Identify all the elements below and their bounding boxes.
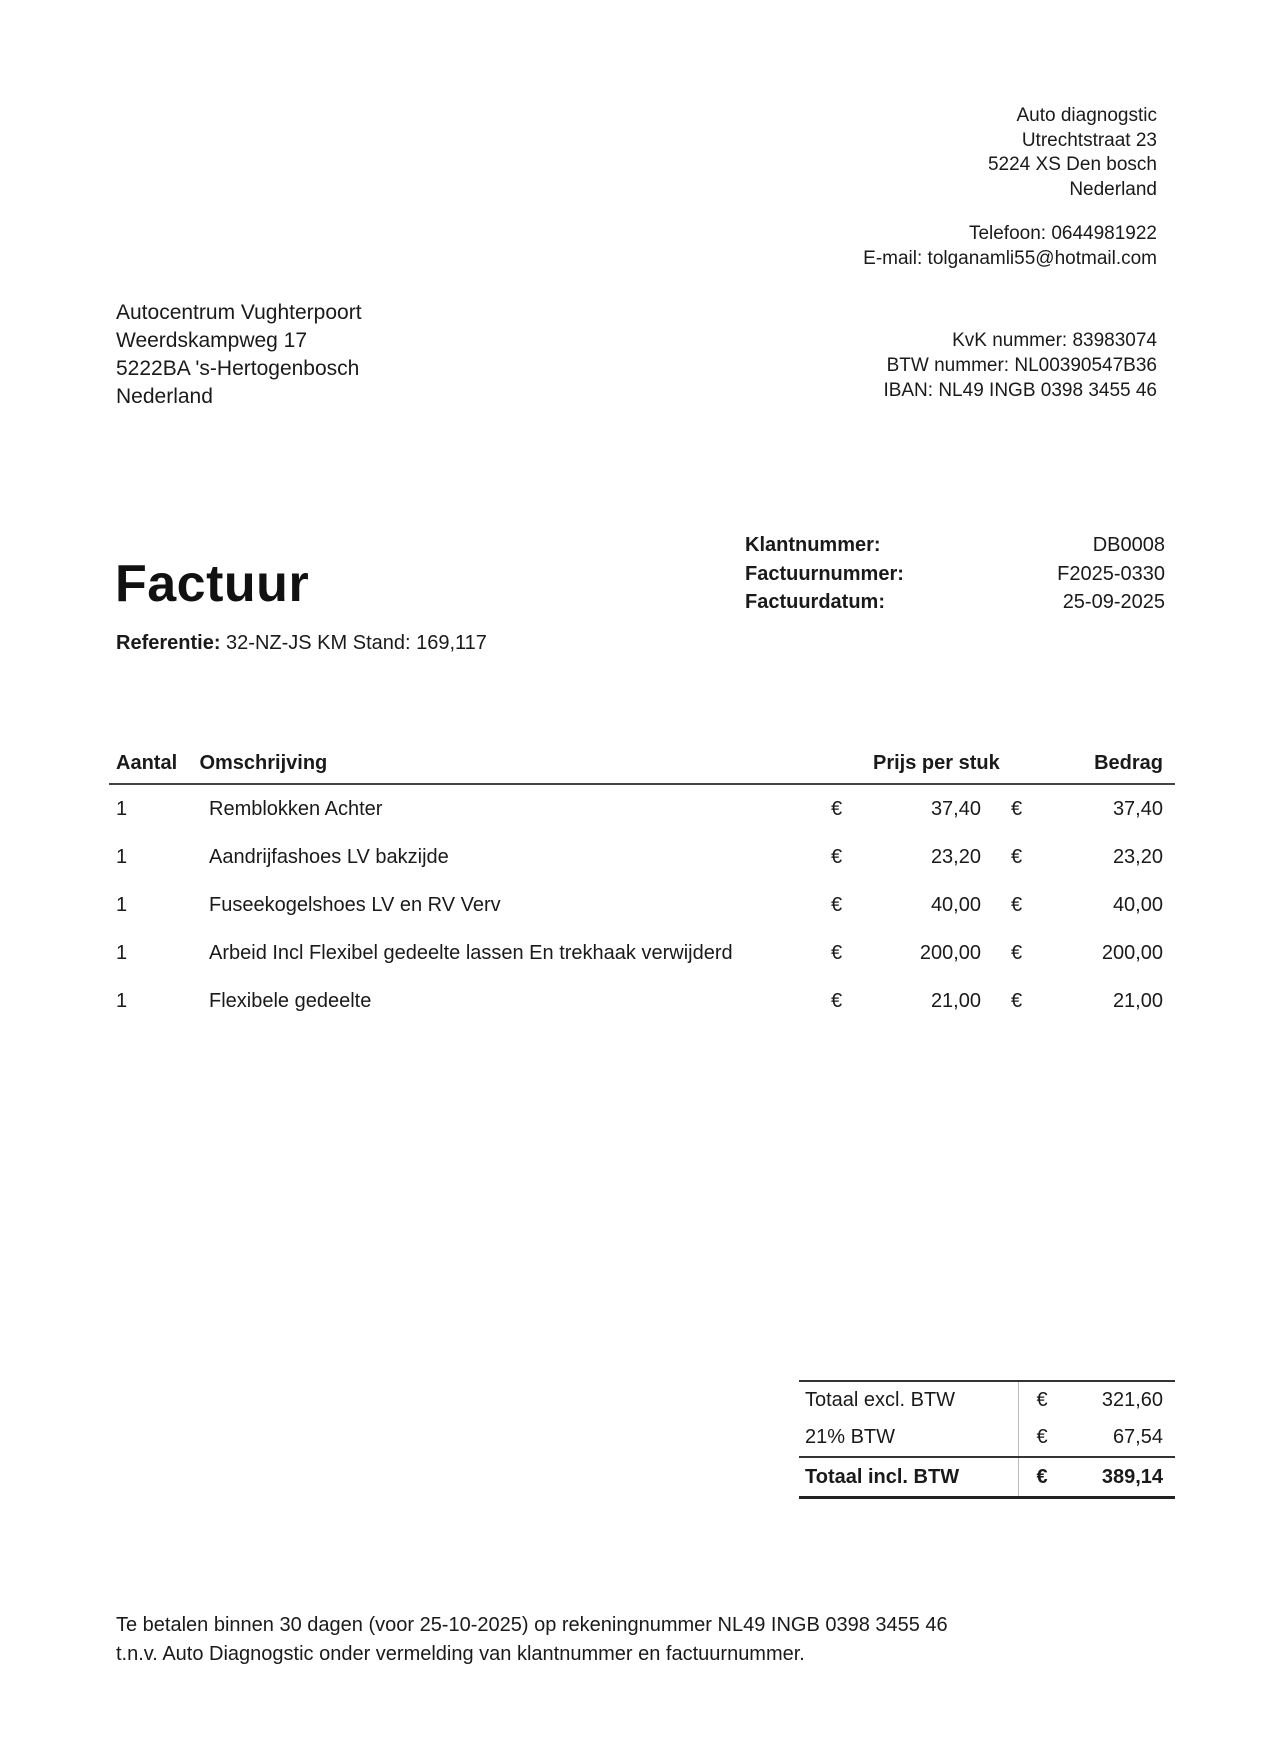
sender-postal-city: 5224 XS Den bosch bbox=[987, 154, 1157, 175]
customer-number-row bbox=[745, 531, 1165, 560]
row-amount: 40,00 bbox=[1112, 893, 1163, 916]
row-desc: Aandrijfashoes LV bakzijde bbox=[209, 845, 449, 868]
row-amount: 21,00 bbox=[1112, 989, 1163, 1012]
payment-terms bbox=[116, 1611, 948, 1668]
row-desc: Flexibele gedeelte bbox=[209, 989, 372, 1012]
total-incl-row bbox=[799, 1456, 1175, 1499]
recipient-postal-city: 5222BA 's-Hertogenbosch bbox=[116, 357, 360, 380]
vat-currency: € bbox=[1036, 1426, 1048, 1448]
row-currency: € bbox=[1011, 989, 1023, 1012]
company-registration bbox=[883, 328, 1157, 403]
row-price: 200,00 bbox=[919, 941, 981, 964]
iban-number: IBAN: NL49 INGB 0398 3455 46 bbox=[883, 380, 1157, 401]
header-qty: Aantal bbox=[116, 751, 178, 774]
row-currency: € bbox=[831, 941, 843, 964]
table-row bbox=[109, 833, 1175, 881]
table-header bbox=[109, 743, 1175, 785]
totals-block bbox=[799, 1380, 1175, 1499]
invoice-meta bbox=[745, 531, 1165, 617]
table-row bbox=[109, 881, 1175, 929]
reference-value: 32-NZ-JS KM Stand: 169,117 bbox=[226, 632, 487, 654]
invoice-date-label: Factuurdatum: bbox=[745, 591, 885, 613]
total-incl-value: 389,14 bbox=[1101, 1465, 1163, 1488]
row-currency: € bbox=[831, 989, 843, 1012]
row-price: 21,00 bbox=[930, 989, 981, 1012]
reference bbox=[116, 632, 487, 655]
row-desc: Remblokken Achter bbox=[209, 797, 383, 820]
customer-number-label: Klantnummer: bbox=[745, 534, 881, 556]
row-currency: € bbox=[1011, 941, 1023, 964]
row-currency: € bbox=[831, 893, 843, 916]
row-price: 23,20 bbox=[930, 845, 981, 868]
row-price: 37,40 bbox=[930, 797, 981, 820]
header-price: Prijs per stuk bbox=[873, 751, 1000, 774]
recipient-country: Nederland bbox=[116, 385, 213, 408]
table-row bbox=[109, 929, 1175, 977]
header-amount: Bedrag bbox=[1094, 751, 1163, 774]
invoice-date-row bbox=[745, 588, 1165, 617]
row-price: 40,00 bbox=[930, 893, 981, 916]
vat-value: 67,54 bbox=[1112, 1426, 1163, 1448]
recipient-address bbox=[116, 299, 362, 411]
customer-number-value: DB0008 bbox=[1092, 534, 1165, 556]
sender-street: Utrechtstraat 23 bbox=[1021, 129, 1157, 151]
row-desc: Arbeid Incl Flexibel gedeelte lassen En trekhaak verwijderd bbox=[209, 941, 733, 964]
row-amount: 23,20 bbox=[1112, 845, 1163, 868]
row-currency: € bbox=[1011, 845, 1023, 868]
row-currency: € bbox=[1011, 893, 1023, 916]
row-amount: 37,40 bbox=[1112, 797, 1163, 820]
row-qty: 1 bbox=[116, 989, 128, 1012]
row-desc: Fuseekogelshoes LV en RV Verv bbox=[209, 893, 501, 916]
row-currency: € bbox=[1011, 797, 1023, 820]
sender-address bbox=[863, 104, 1157, 271]
row-qty: 1 bbox=[116, 797, 128, 820]
row-currency: € bbox=[831, 845, 843, 868]
invoice-date-value: 25-09-2025 bbox=[1062, 591, 1165, 613]
total-incl-currency: € bbox=[1036, 1465, 1048, 1488]
payment-terms-line2: t.n.v. Auto Diagnogstic onder vermelding van klantnummer en factuurnummer. bbox=[116, 1642, 805, 1665]
row-qty: 1 bbox=[116, 845, 128, 868]
kvk-number: KvK nummer: 83983074 bbox=[952, 330, 1157, 351]
payment-terms-line1: Te betalen binnen 30 dagen (voor 25-10-2025) op rekeningnummer NL49 INGB 0398 3455 46 bbox=[116, 1614, 948, 1636]
row-qty: 1 bbox=[116, 941, 128, 964]
sender-phone: Telefoon: 0644981922 bbox=[968, 223, 1157, 244]
table-row bbox=[109, 785, 1175, 833]
total-excl-label: Totaal excl. BTW bbox=[799, 1382, 1019, 1419]
invoice-number-label: Factuurnummer: bbox=[745, 562, 904, 585]
page-title: Factuur bbox=[115, 555, 310, 613]
table-row bbox=[109, 977, 1175, 1025]
total-excl-value: 321,60 bbox=[1101, 1389, 1163, 1411]
sender-email: E-mail: tolganamli55@hotmail.com bbox=[863, 247, 1157, 269]
row-qty: 1 bbox=[116, 893, 128, 916]
vat-row bbox=[799, 1419, 1175, 1456]
recipient-name: Autocentrum Vughterpoort bbox=[116, 301, 362, 324]
items-table bbox=[109, 743, 1175, 1025]
invoice-number-row bbox=[745, 560, 1165, 589]
header-desc: Omschrijving bbox=[199, 751, 328, 774]
recipient-street: Weerdskampweg 17 bbox=[116, 329, 308, 352]
row-currency: € bbox=[831, 797, 843, 820]
invoice-number-value: F2025-0330 bbox=[1057, 562, 1165, 585]
total-excl-currency: € bbox=[1036, 1389, 1048, 1411]
btw-number: BTW nummer: NL00390547B36 bbox=[886, 355, 1157, 376]
sender-name: Auto diagnogstic bbox=[1016, 105, 1157, 126]
vat-label: 21% BTW bbox=[799, 1419, 1019, 1456]
sender-country: Nederland bbox=[1069, 178, 1157, 200]
row-amount: 200,00 bbox=[1101, 941, 1163, 964]
total-incl-label: Totaal incl. BTW bbox=[799, 1458, 1019, 1496]
total-excl-row bbox=[799, 1380, 1175, 1419]
reference-label: Referentie: bbox=[116, 632, 221, 654]
